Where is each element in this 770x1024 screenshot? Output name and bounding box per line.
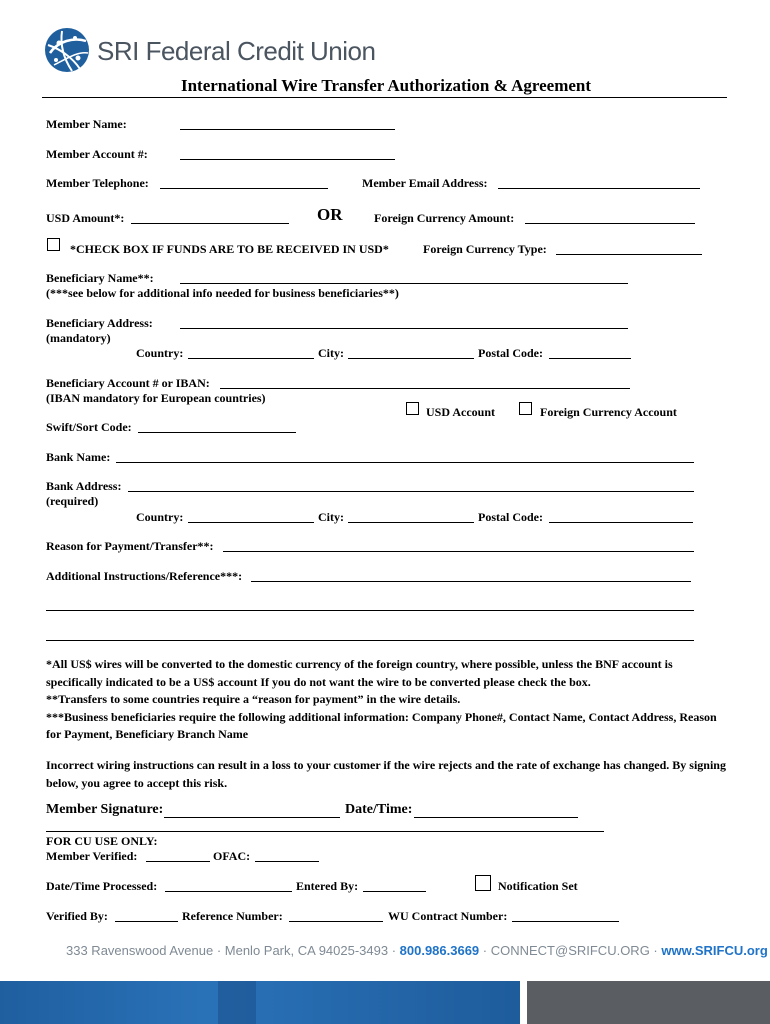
swift-field[interactable] [138,432,296,433]
member-telephone-label: Member Telephone: [46,176,149,190]
bank-country-field[interactable] [188,522,314,523]
wu-contract-label: WU Contract Number: [388,909,508,923]
instructions-field[interactable] [251,581,691,582]
member-account-label: Member Account #: [46,147,148,161]
member-account-field[interactable] [180,159,395,160]
account-iban-label: Beneficiary Account # or IBAN: [46,376,210,390]
bank-country-label: Country: [136,510,184,524]
beneficiary-address-label: Beneficiary Address: [46,316,153,330]
member-verified-label: Member Verified: [46,849,138,863]
member-email-field[interactable] [498,188,700,189]
beneficiary-name-field[interactable] [180,283,628,284]
entered-by-field[interactable] [363,891,426,892]
footnote-reason-payment: **Transfers to some countries require a “reason for payment” in the wire details. [46,692,461,706]
bank-city-field[interactable] [348,522,474,523]
beneficiary-country-field[interactable] [188,358,314,359]
beneficiary-note: (***see below for additional info needed for business beneficiaries**) [46,286,399,300]
wu-contract-field[interactable] [512,921,619,922]
page-title: International Wire Transfer Authorization & Agreement [180,76,592,95]
processed-field[interactable] [165,891,292,892]
ofac-label: OFAC: [213,849,251,863]
mandatory-note: (mandatory) [46,331,111,345]
usd-amount-label: USD Amount*: [46,211,125,225]
notification-label: Notification Set [498,879,578,893]
required-note: (required) [46,494,99,508]
footer-email[interactable]: · CONNECT@SRIFCU.ORG · [479,943,662,958]
footer-band-gray [527,981,770,1024]
member-verified-field[interactable] [146,861,210,862]
logo-wordmark: SRI Federal Credit Union [97,36,376,66]
bank-name-label: Bank Name: [46,450,111,464]
reference-field[interactable] [289,921,383,922]
bank-name-field[interactable] [116,462,694,463]
bank-city-label: City: [318,510,344,524]
signature-date-field[interactable] [414,817,578,818]
signature-date-label: Date/Time: [345,802,413,817]
title-underline [42,97,727,98]
risk-warning: Incorrect wiring instructions can result in a loss to your customer if the wire rejects and the rate of exchange has changed. By signing below, you agree to accept this risk. [46,758,726,790]
account-iban-field[interactable] [220,388,630,389]
foreign-amount-field[interactable] [525,223,695,224]
foreign-type-label: Foreign Currency Type: [423,242,547,256]
beneficiary-postal-field[interactable] [549,358,631,359]
beneficiary-city-field[interactable] [348,358,474,359]
bank-postal-label: Postal Code: [478,510,543,524]
reason-label: Reason for Payment/Transfer**: [46,539,214,553]
member-name-label: Member Name: [46,117,127,131]
beneficiary-country-label: Country: [136,346,184,360]
footer-band-blue [0,981,520,1024]
usd-account-checkbox[interactable] [406,402,419,415]
iban-note: (IBAN mandatory for European countries) [46,391,266,405]
footer-phone[interactable]: 800.986.3669 [399,943,480,958]
footnotes [46,656,726,744]
member-name-field[interactable] [180,129,395,130]
member-telephone-field[interactable] [160,188,328,189]
footer-band-accent [218,981,256,1024]
processed-label: Date/Time Processed: [46,879,158,893]
beneficiary-name-label: Beneficiary Name**: [46,271,154,285]
reason-field[interactable] [223,551,694,552]
bank-address-field[interactable] [128,491,694,492]
foreign-type-field[interactable] [556,254,702,255]
cu-use-heading: FOR CU USE ONLY: [46,834,158,848]
member-signature-field[interactable] [164,817,340,818]
swift-label: Swift/Sort Code: [46,420,132,434]
reference-label: Reference Number: [182,909,283,923]
ofac-field[interactable] [255,861,319,862]
beneficiary-city-label: City: [318,346,344,360]
receive-usd-checkbox[interactable] [47,238,60,251]
footer-address: 333 Ravenswood Avenue · Menlo Park, CA 94025-3493 · [66,943,400,958]
foreign-account-label: Foreign Currency Account [540,405,677,419]
footer-contact [66,943,768,958]
footer-website[interactable]: www.SRIFCU.org [661,943,768,958]
foreign-amount-label: Foreign Currency Amount: [374,211,515,225]
instructions-label: Additional Instructions/Reference***: [46,569,243,583]
receive-usd-label: *CHECK BOX IF FUNDS ARE TO BE RECEIVED IN USD* [70,242,389,256]
bank-postal-field[interactable] [549,522,693,523]
beneficiary-address-field[interactable] [180,328,628,329]
foreign-account-checkbox[interactable] [519,402,532,415]
instructions-field-line-2[interactable] [46,610,694,611]
bank-address-label: Bank Address: [46,479,122,493]
cu-divider [46,831,604,832]
usd-amount-field[interactable] [131,223,289,224]
logo-globe-icon [44,27,90,73]
instructions-field-line-3[interactable] [46,640,694,641]
usd-account-label: USD Account [426,405,496,419]
footnote-usd-conversion: *All US$ wires will be converted to the domestic currency of the foreign country, where possible, unless the BNF account is specifically indicated to be a US$ account If you do not want the wire to be converted please check the box. [46,657,673,689]
or-separator: OR [317,205,343,224]
verified-by-label: Verified By: [46,909,108,923]
verified-by-field[interactable] [115,921,178,922]
member-signature-label: Member Signature: [46,802,164,817]
footnote-business-beneficiaries: ***Business beneficiaries require the following additional information: Company Phone#, Contact Name, Contact Address, Reason for Payment, Beneficiary Branch Name [46,709,717,741]
entered-by-label: Entered By: [296,879,359,893]
notification-checkbox[interactable] [475,875,491,891]
member-email-label: Member Email Address: [362,176,488,190]
beneficiary-postal-label: Postal Code: [478,346,543,360]
